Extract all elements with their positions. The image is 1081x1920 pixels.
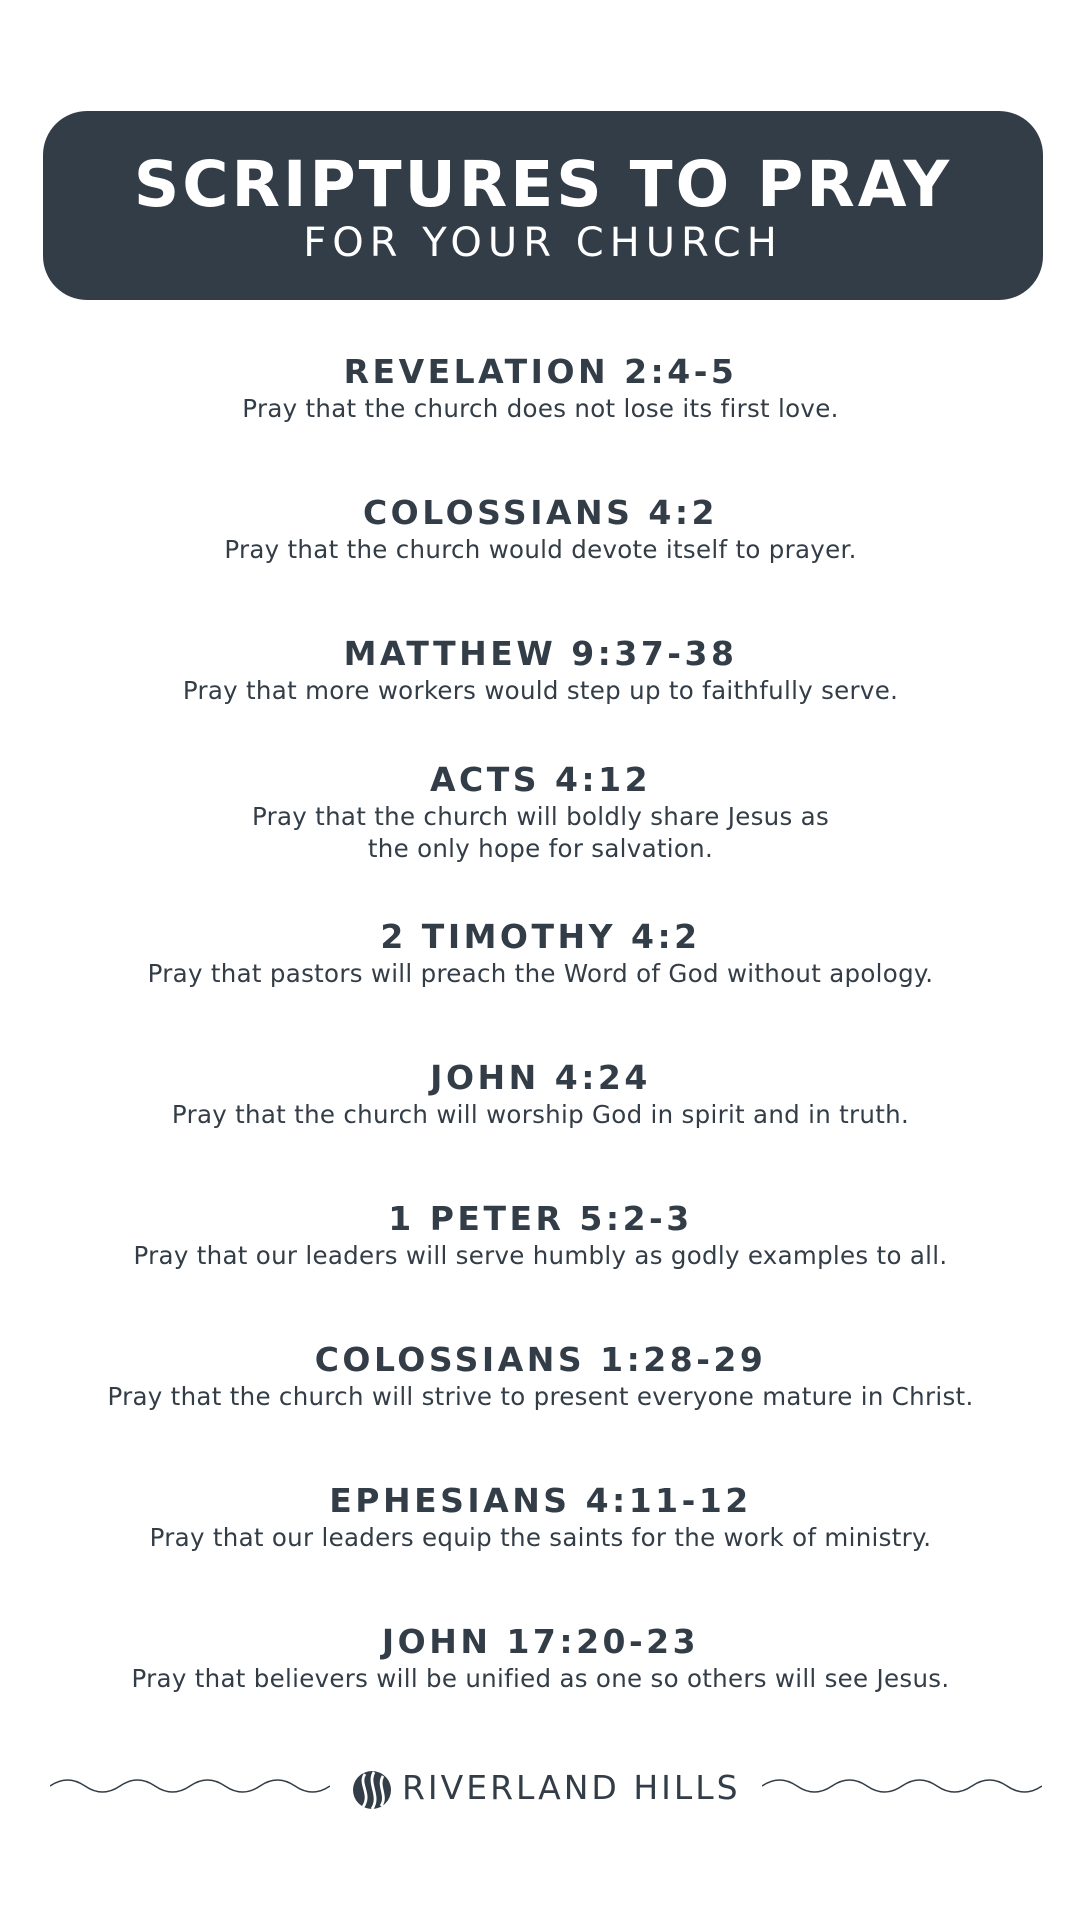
verse-prayer-text: Pray that the church does not lose its first love. (242, 394, 839, 423)
verse-item (0, 1481, 1081, 1554)
verse-reference: JOHN 4:24 (430, 1058, 651, 1097)
verse-item (0, 493, 1081, 566)
verse-prayer-text: Pray that pastors will preach the Word of God without apology. (147, 959, 934, 988)
brand-name: RIVERLAND HILLS (402, 1768, 741, 1807)
verse-reference: MATTHEW 9:37-38 (343, 634, 738, 673)
verse-reference: 1 PETER 5:2-3 (388, 1199, 693, 1238)
verse-prayer-text: Pray that more workers would step up to faithfully serve. (182, 676, 899, 705)
verse-item (0, 1622, 1081, 1695)
verse-item (0, 1340, 1081, 1413)
verse-reference: 2 TIMOTHY 4:2 (380, 917, 701, 956)
verse-reference: EPHESIANS 4:11-12 (329, 1481, 752, 1520)
verse-reference: COLOSSIANS 1:28-29 (314, 1340, 767, 1379)
wave-divider-right (762, 1774, 1042, 1798)
verse-item (0, 1058, 1081, 1131)
verse-reference: JOHN 17:20-23 (381, 1622, 700, 1661)
verse-prayer-text: Pray that our leaders will serve humbly as godly examples to all. (133, 1241, 948, 1270)
verse-prayer-text: Pray that believers will be unified as one so others will see Jesus. (131, 1664, 950, 1693)
verse-item (0, 634, 1081, 707)
footer-brand (0, 1760, 1081, 1820)
verse-prayer-text: Pray that the church would devote itself to prayer. (224, 535, 857, 564)
verse-prayer-text: Pray that the church will worship God in spirit and in truth. (171, 1100, 910, 1129)
verse-item (0, 352, 1081, 425)
verse-prayer-text: Pray that the church will boldly share Jesus as the only hope for salvation. (251, 802, 830, 863)
verse-prayer-text: Pray that the church will strive to present everyone mature in Christ. (107, 1382, 974, 1411)
river-wave-logo-icon (352, 1770, 392, 1810)
verse-reference: ACTS 4:12 (429, 760, 652, 799)
verse-prayer-text: Pray that our leaders equip the saints for the work of ministry. (149, 1523, 932, 1552)
verse-reference: REVELATION 2:4-5 (343, 352, 738, 391)
verse-reference: COLOSSIANS 4:2 (362, 493, 719, 532)
page-title: SCRIPTURES TO PRAY (133, 148, 953, 221)
wave-divider-left (50, 1774, 330, 1798)
page-subtitle: FOR YOUR CHURCH (303, 220, 783, 266)
verse-item (0, 1199, 1081, 1272)
verse-item (0, 917, 1081, 990)
verse-item (0, 760, 1081, 865)
title-banner (43, 111, 1043, 300)
